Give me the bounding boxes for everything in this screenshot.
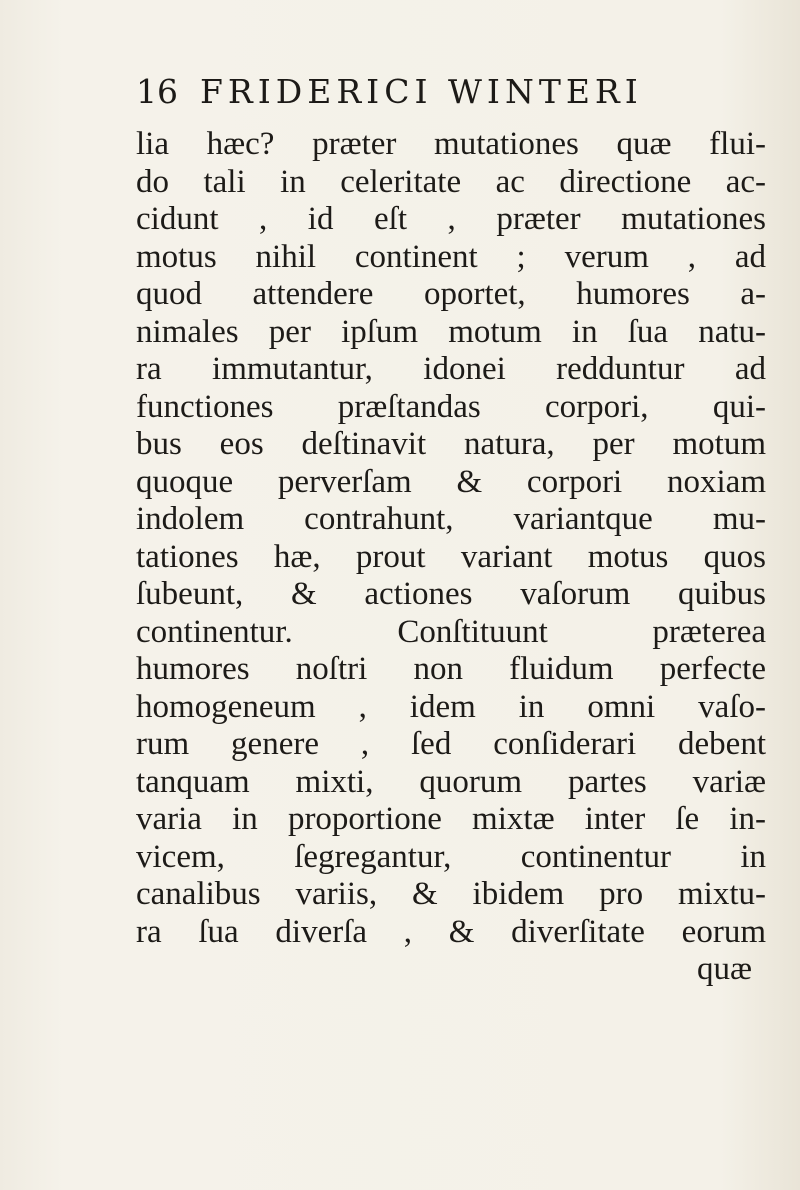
text-line: rum genere , ſed conſiderari debent [136,726,766,762]
text-line: nimales per ipſum motum in ſua natu- [136,313,766,350]
running-head: FRIDERICI WINTERI [200,72,643,111]
text-line: ſubeunt, & actiones vaſorum quibus [136,576,766,612]
text-line: vicem, ſegregantur, continentur in [136,838,766,875]
text-line: ra ſua diverſa , & diverſitate eorum [136,913,766,950]
text-line: do tali in celeritate ac directione ac- [136,163,766,200]
text-line: quoque perverſam & corpori noxiam [136,463,766,500]
catchword: quæ [696,951,752,987]
text-line: continentur. Conſtituunt præterea [136,613,766,650]
page-number: 16 [136,72,178,111]
text-line: tationes hæ, prout variant motus quos [136,538,766,575]
text-line: indolem contrahunt, variantque mu- [136,501,766,537]
text-line: cidunt , id eſt , præter mutationes [136,201,766,237]
text-line: motus nihil continent ; verum , ad [136,238,766,275]
text-line: functiones præſtandas corpori, qui- [136,388,766,425]
body-text [136,126,766,989]
text-line: bus eos deſtinavit natura, per motum [136,426,766,462]
text-line: quod attendere oportet, humores a- [136,276,766,312]
text-line: ra immutantur, idonei redduntur ad [136,351,766,387]
page-header [136,72,643,111]
text-line: lia hæc? præter mutationes quæ flui- [136,126,766,162]
text-line: humores noſtri non fluidum perfecte [136,651,766,687]
text-line: varia in proportione mixtæ inter ſe in- [136,801,766,837]
text-line: tanquam mixti, quorum partes variæ [136,763,766,800]
text-line: homogeneum , idem in omni vaſo- [136,688,766,725]
text-line: canalibus variis, & ibidem pro mixtu- [136,876,766,912]
